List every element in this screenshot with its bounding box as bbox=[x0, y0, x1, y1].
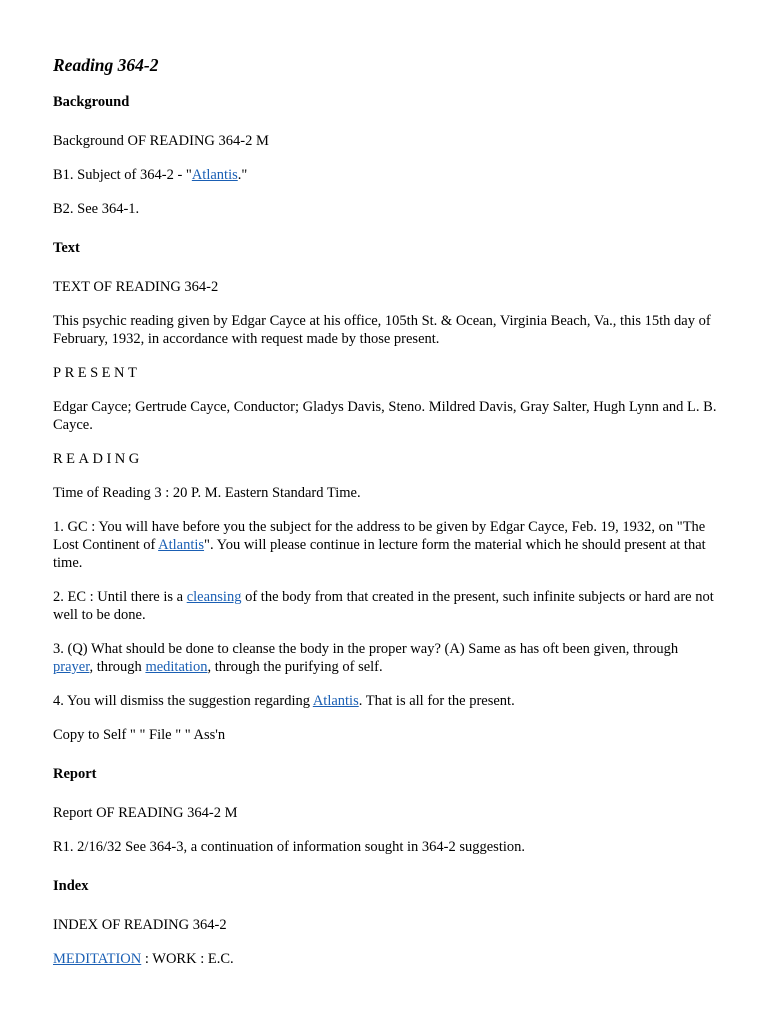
background-heading: Background bbox=[53, 94, 130, 110]
page-title: Reading 364-2 bbox=[53, 55, 159, 75]
present-names: Edgar Cayce; Gertrude Cayce, Conductor; Gladys Davis, Steno. Mildred Davis, Gray Salter, Hugh Lynn and L. B. Cayce. bbox=[53, 399, 717, 433]
index-heading: Index bbox=[53, 878, 89, 894]
reading-time: Time of Reading 3 : 20 P. M. Eastern Standard Time. bbox=[53, 485, 361, 501]
cleansing-link[interactable]: cleansing bbox=[186, 589, 242, 605]
reading-intro: This psychic reading given by Edgar Cayce at his office, 105th St. & Ocean, Virginia Beach, Va., this 15th day of February, 1932, in accordance with request made by those present. bbox=[53, 313, 711, 347]
meditation-link[interactable]: meditation bbox=[145, 659, 208, 675]
reading-paragraph-1: 1. GC : You will have before you the subject for the address to be given by Edgar Cayce, Feb. 19, 1932, on "The Lost Continent of Atlantis". You will please continue in lecture form the material which he should present at that time. bbox=[53, 519, 706, 571]
background-line: Background OF READING 364-2 M bbox=[53, 133, 269, 149]
text-heading: Text bbox=[53, 240, 80, 256]
present-label: PRESENT bbox=[53, 365, 141, 381]
atlantis-link[interactable]: Atlantis bbox=[191, 167, 238, 183]
atlantis-link[interactable]: Atlantis bbox=[158, 537, 205, 553]
background-b1: B1. Subject of 364-2 - "Atlantis." bbox=[53, 167, 248, 183]
reading-paragraph-2: 2. EC : Until there is a cleansing of the body from that created in the present, such infinite subjects or hard are not well to be done. bbox=[53, 589, 714, 623]
report-line: Report OF READING 364-2 M bbox=[53, 805, 238, 821]
background-b2: B2. See 364-1. bbox=[53, 201, 140, 217]
copy-line: Copy to Self " " File " " Ass'n bbox=[53, 727, 226, 743]
reading-label: READING bbox=[53, 451, 143, 467]
prayer-link[interactable]: prayer bbox=[53, 659, 90, 675]
index-line: INDEX OF READING 364-2 bbox=[53, 917, 227, 933]
text-line: TEXT OF READING 364-2 bbox=[53, 279, 219, 295]
report-r1: R1. 2/16/32 See 364-3, a continuation of information sought in 364-2 suggestion. bbox=[53, 839, 526, 855]
report-heading: Report bbox=[53, 766, 97, 782]
index-entry: MEDITATION : WORK : E.C. bbox=[53, 951, 234, 967]
reading-paragraph-3: 3. (Q) What should be done to cleanse the body in the proper way? (A) Same as has oft been given, through prayer, through meditation, through the purifying of self. bbox=[53, 641, 679, 675]
meditation-index-link[interactable]: MEDITATION bbox=[53, 951, 142, 967]
atlantis-link[interactable]: Atlantis bbox=[312, 693, 359, 709]
reading-paragraph-4: 4. You will dismiss the suggestion regarding Atlantis. That is all for the present. bbox=[53, 693, 515, 709]
